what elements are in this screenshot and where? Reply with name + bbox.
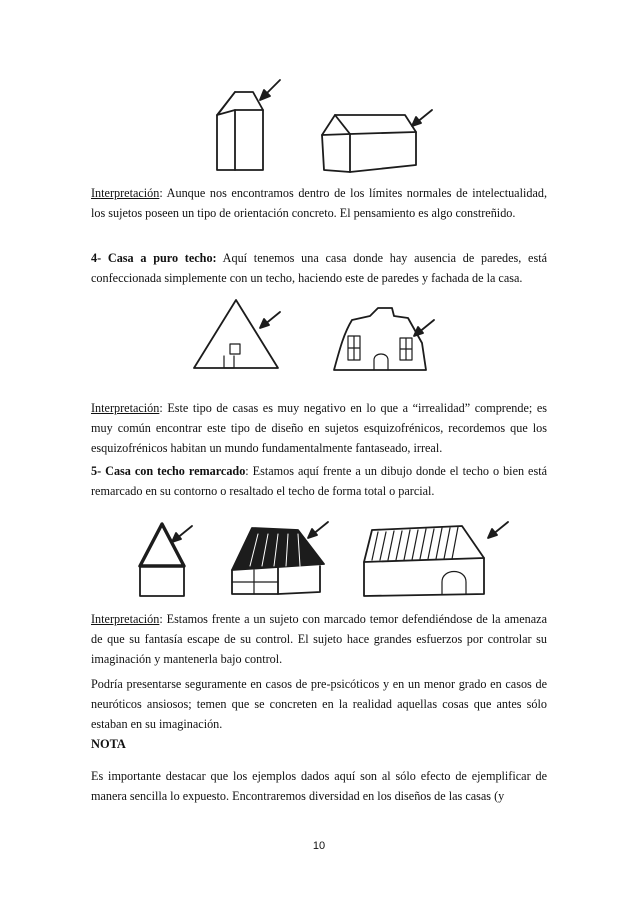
arrow-icon [258,78,282,102]
page-number: 10 [312,840,326,852]
section-4-text: Aquí tenemos una casa donde hay ausencia de paredes, está confeccionada simplemente con un techo, haciendo este de paredes y fachada de la casa. [91,251,547,285]
interpretation-text: : Estamos frente a un sujeto con marcado temor defendiéndose de la amenaza de que su fantasía escape de su control. El sujeto hace grandes esfuerzos por controlar su imaginación y mantenerla bajo control. [91,612,547,666]
interpretation-label: Interpretación [91,612,160,626]
interpretation-text: : Aunque nos encontramos dentro de los límites normales de intelectualidad, los sujetos poseen un tipo de orientación concreto. El pensamiento es algo constreñido. [91,186,547,220]
nota-heading: NOTA [91,737,126,751]
section-5-title: 5- Casa con techo remarcado [91,464,246,478]
interpretation-text: : Este tipo de casas es muy negativo en lo que a “irrealidad” comprende; es muy común encontrar este tipo de diseño en sujetos esquizofrénicos, recordemos que los esquizofrénicos habitan un mundo fundamentalmente fantaseado, irreal. [91,401,547,455]
section-4-paragraph [91,248,547,288]
interpretation-paragraph [91,398,547,458]
arrow-icon [170,524,194,544]
nota-paragraph: Es importante destacar que los ejemplos dados aquí son al sólo efecto de ejemplificar de manera sencilla lo expuesto. Encontraremos diversidad en los diseños de las casas (y [91,769,547,803]
section-4-title: 4- Casa a puro techo: [91,251,217,265]
section-5-paragraph [91,461,547,501]
arrow-icon [410,108,434,128]
section-5-text: : Estamos aquí frente a un dibujo donde el techo o bien está remarcado en su contorno o resaltado el techo de forma total o parcial. [91,464,548,498]
house-drawing-long [320,110,420,176]
arrow-icon [306,520,330,540]
interpretation-paragraph [91,609,547,669]
body-paragraph: Podría presentarse seguramente en casos de pre-psicóticos y en un menor grado en casos de neuróticos ansiosos; temen que se concreten en la realidad aquellas cosas que antes sólo estaban en su imaginación. [91,677,547,731]
interpretation-label: Interpretación [91,401,160,415]
arrow-icon [412,318,436,338]
interpretation-label: Interpretación [91,186,160,200]
hatched-roof-house-drawing [352,518,492,600]
triangle-house-drawing [188,296,284,374]
arrow-icon [258,310,282,330]
arrow-icon [486,520,510,540]
interpretation-paragraph [91,183,547,223]
